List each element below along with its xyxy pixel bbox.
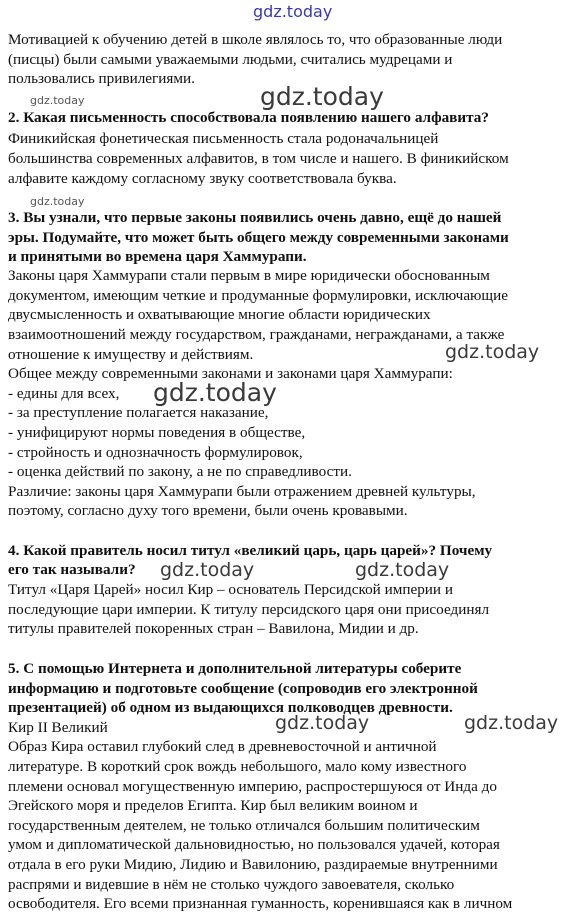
text-line: умом и дипломатической дальновидностью, но пользовался удачей, которая: [8, 836, 500, 853]
list-item: - стройность и однозначность формулировок,: [8, 444, 303, 461]
text-line: последующие цари империи. К титулу персидского царя они присоединял: [8, 601, 490, 618]
text-line: литературе. В короткий срок вождь небольшого, мало кому известного: [8, 758, 467, 775]
question-heading: информацию и подготовьте сообщение (сопроводив его электронной: [8, 680, 478, 697]
text-line: Законы царя Хаммурапи стали первым в мире юридически обоснованным: [8, 267, 490, 284]
watermark-logo: gdz.today: [160, 559, 255, 581]
text-line: государственным деятелем, не только отличался большим политическим: [8, 817, 480, 834]
question-heading: 5. С помощью Интернета и дополнительной литературы соберите: [8, 660, 462, 677]
text-line: отношение к имуществу и действиям.: [8, 346, 254, 363]
question-heading: и принятыми во времена царя Хаммурапи.: [8, 248, 307, 265]
text-line: взаимоотношений между государством, гражданами, негражданами, а также: [8, 326, 505, 343]
watermark-logo: gdz.today: [253, 2, 333, 21]
question-heading: 3. Вы узнали, что первые законы появились очень давно, ещё до нашей: [8, 209, 502, 226]
text-line: алфавите каждому согласному звуку соответствовала буква.: [8, 170, 397, 187]
text-line: (писцы) были самыми уважаемыми людьми, считались мудрецами и: [8, 51, 453, 68]
text-line: титулы правителей покоренных стран – Вавилона, Мидии и др.: [8, 620, 419, 637]
watermark-logo: gdz.today: [275, 712, 370, 734]
text-line: пользовались привилегиями.: [8, 70, 195, 87]
question-heading: 4. Какой правитель носил титул «великий царь, царь царей»? Почему: [8, 542, 493, 559]
question-heading: 2. Какая письменность способствовала появлению нашего алфавита?: [8, 109, 489, 126]
list-item: - унифицируют нормы поведения в обществе,: [8, 424, 306, 441]
list-item: - оценка действий по закону, а не по справедливости.: [8, 463, 352, 480]
watermark-logo: gdz.today: [355, 559, 450, 581]
text-line: двусмысленность и охватывающие многие области юридических: [8, 306, 431, 323]
text-line: Эгейского моря и пределов Египта. Кир был великим воином и: [8, 797, 418, 814]
question-heading: его так называли?: [8, 561, 136, 578]
text-line: распрями и видевшие в нём не столько чуждого завоевателя, сколько: [8, 876, 455, 893]
text-line: поэтому, согласно духу того времени, были очень кровавыми.: [8, 502, 408, 519]
text-line: Кир II Великий: [8, 719, 108, 736]
text-line: документом, имеющим четкие и продуманные формулировки, исключающие: [8, 287, 508, 304]
watermark-logo: gdz.today: [445, 341, 540, 363]
watermark-logo: gdz.today: [260, 82, 384, 111]
question-heading: эры. Подумайте, что может быть общего между современными законами: [8, 229, 509, 246]
watermark-logo: gdz.today: [30, 94, 85, 107]
text-line: освободителя. Его всеми признанная гуманность, коренившаяся как в личном: [8, 895, 513, 912]
text-line: Образ Кира оставил глубокий след в древневосточной и античной: [8, 738, 437, 755]
list-item: - за преступление полагается наказание,: [8, 404, 269, 421]
question-heading: презентацией) об одном из выдающихся полководцев древности.: [8, 699, 453, 716]
text-line: Финикийская фонетическая письменность стала родоначальницей: [8, 130, 439, 147]
watermark-logo: gdz.today: [153, 378, 277, 407]
text-line: племени основал могущественную империю, распростершуюся от Инда до: [8, 778, 497, 795]
watermark-logo: gdz.today: [30, 195, 85, 208]
watermark-logo: gdz.today: [464, 712, 559, 734]
text-line: Различие: законы царя Хаммурапи были отражением древней культуры,: [8, 483, 476, 500]
text-line: большинства современных алфавитов, в том числе и нашего. В финикийском: [8, 150, 509, 167]
text-line: отдала в его руки Мидию, Лидию и Вавилонию, раздираемые внутренними: [8, 856, 498, 873]
text-line: Титул «Царя Царей» носил Кир – основатель Персидской империи и: [8, 581, 453, 598]
text-line: Общее между современными законами и законами царя Хаммурапи:: [8, 365, 453, 382]
text-line: Мотивацией к обучению детей в школе являлось то, что образованные люди: [8, 31, 503, 48]
list-item: - едины для всех,: [8, 385, 120, 402]
